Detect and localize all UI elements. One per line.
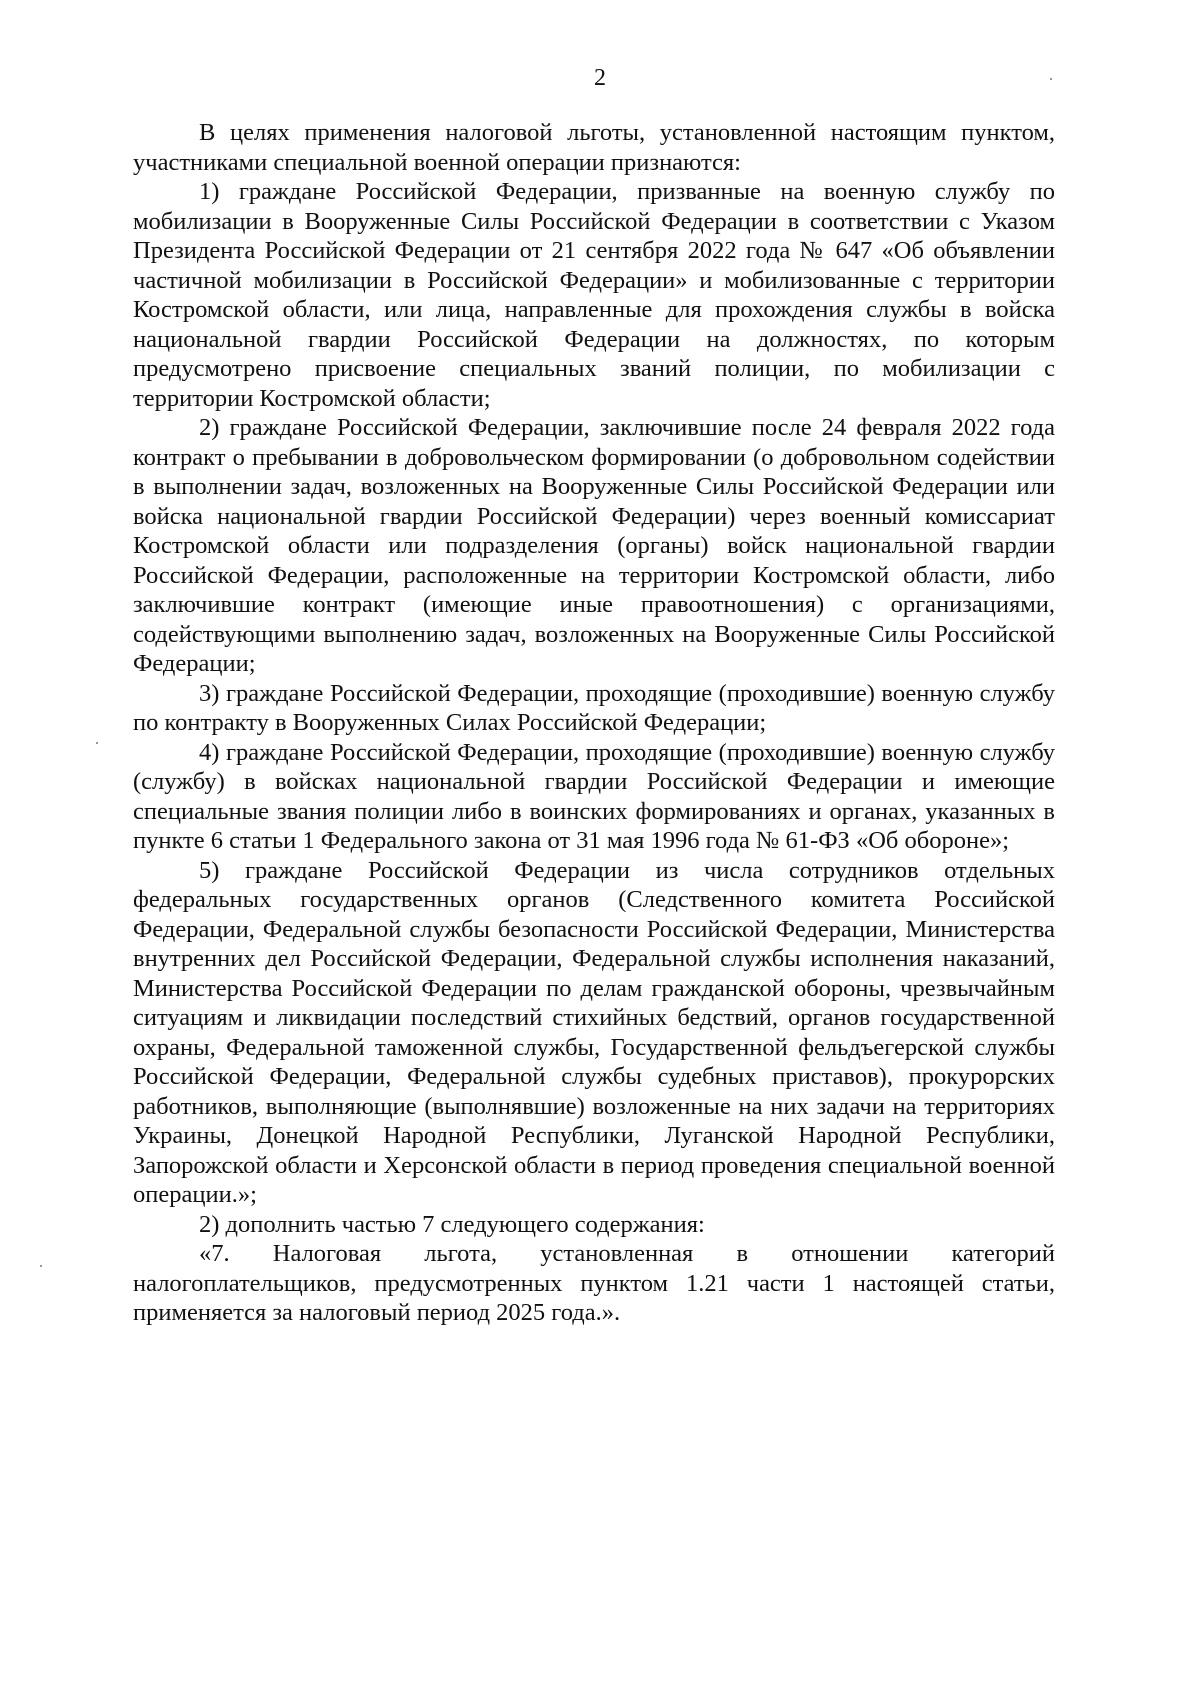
paragraph-item-2: 2) граждане Российской Федерации, заключившие после 24 февраля 2022 года контракт о пребывании в добровольческом формировании (о добровольном содействии в выполнении задач, возложенных на Вооруженные Силы Российской Федерации или войска национальной гвардии Российской Федерации) через военный комиссариат Костромской области или подразделения (органы) войск национальной гвардии Российской Федерации, расположенные на территории Костромской области, либо заключившие контракт (имеющие иные правоотношения) с организациями, содействующими выполнению задач, возложенных на Вооруженные Силы Российской Федерации;: [133, 414, 1055, 677]
document-body: [133, 118, 1055, 1328]
paragraph-item-4: 4) граждане Российской Федерации, проходящие (проходившие) военную службу (службу) в войсках национальной гвардии Российской Федерации и имеющие специальные звания полиции либо в воинских формированиях и органах, указанных в пункте 6 статьи 1 Федерального закона от 31 мая 1996 года № 61-ФЗ «Об обороне»;: [133, 738, 1055, 854]
scan-speck: [1050, 78, 1052, 80]
paragraph-amendment-2: 2) дополнить частью 7 следующего содержания:: [199, 1210, 705, 1238]
paragraph-part-7: «7. Налоговая льгота, установленная в отношении категорий налогоплательщиков, предусмотренных пунктом 1.21 части 1 настоящей статьи, применяется за налоговый период 2025 года.».: [133, 1240, 1055, 1326]
scan-speck: [40, 1265, 42, 1267]
page-number: 2: [594, 65, 606, 91]
paragraph-item-5: 5) граждане Российской Федерации из числа сотрудников отдельных федеральных государственных органов (Следственного комитета Российской Федерации, Федеральной службы безопасности Российской Федерации, Министерства внутренних дел Российской Федерации, Федеральной службы исполнения наказаний, Министерства Российской Федерации по делам гражданской обороны, чрезвычайным ситуациям и ликвидации последствий стихийных бедствий, органов государственной охраны, Федеральной таможенной службы, Государственной фельдъегерской службы Российской Федерации, Федеральной службы судебных приставов), прокурорских работников, выполняющие (выполнявшие) возложенные на них задачи на территориях Украины, Донецкой Народной Республики, Луганской Народной Республики, Запорожской области и Херсонской области в период проведения специальной военной операции.»;: [133, 856, 1055, 1208]
scan-speck: [96, 742, 98, 744]
paragraph-item-1: 1) граждане Российской Федерации, призванные на военную службу по мобилизации в Вооруженные Силы Российской Федерации в соответствии с Указом Президента Российской Федерации от 21 сентября 2022 года № 647 «Об объявлении частичной мобилизации в Российской Федерации» и мобилизованные с территории Костромской области, или лица, направленные для прохождения службы в войска национальной гвардии Российской Федерации на должностях, по которым предусмотрено присвоение специальных званий полиции, по мобилизации с территории Костромской области;: [133, 178, 1055, 412]
paragraph-item-3: 3) граждане Российской Федерации, проходящие (проходившие) военную службу по контракту в Вооруженных Силах Российской Федерации;: [133, 679, 1055, 736]
paragraph-intro: В целях применения налоговой льготы, установленной настоящим пунктом, участниками специальной военной операции признаются:: [133, 119, 1055, 176]
